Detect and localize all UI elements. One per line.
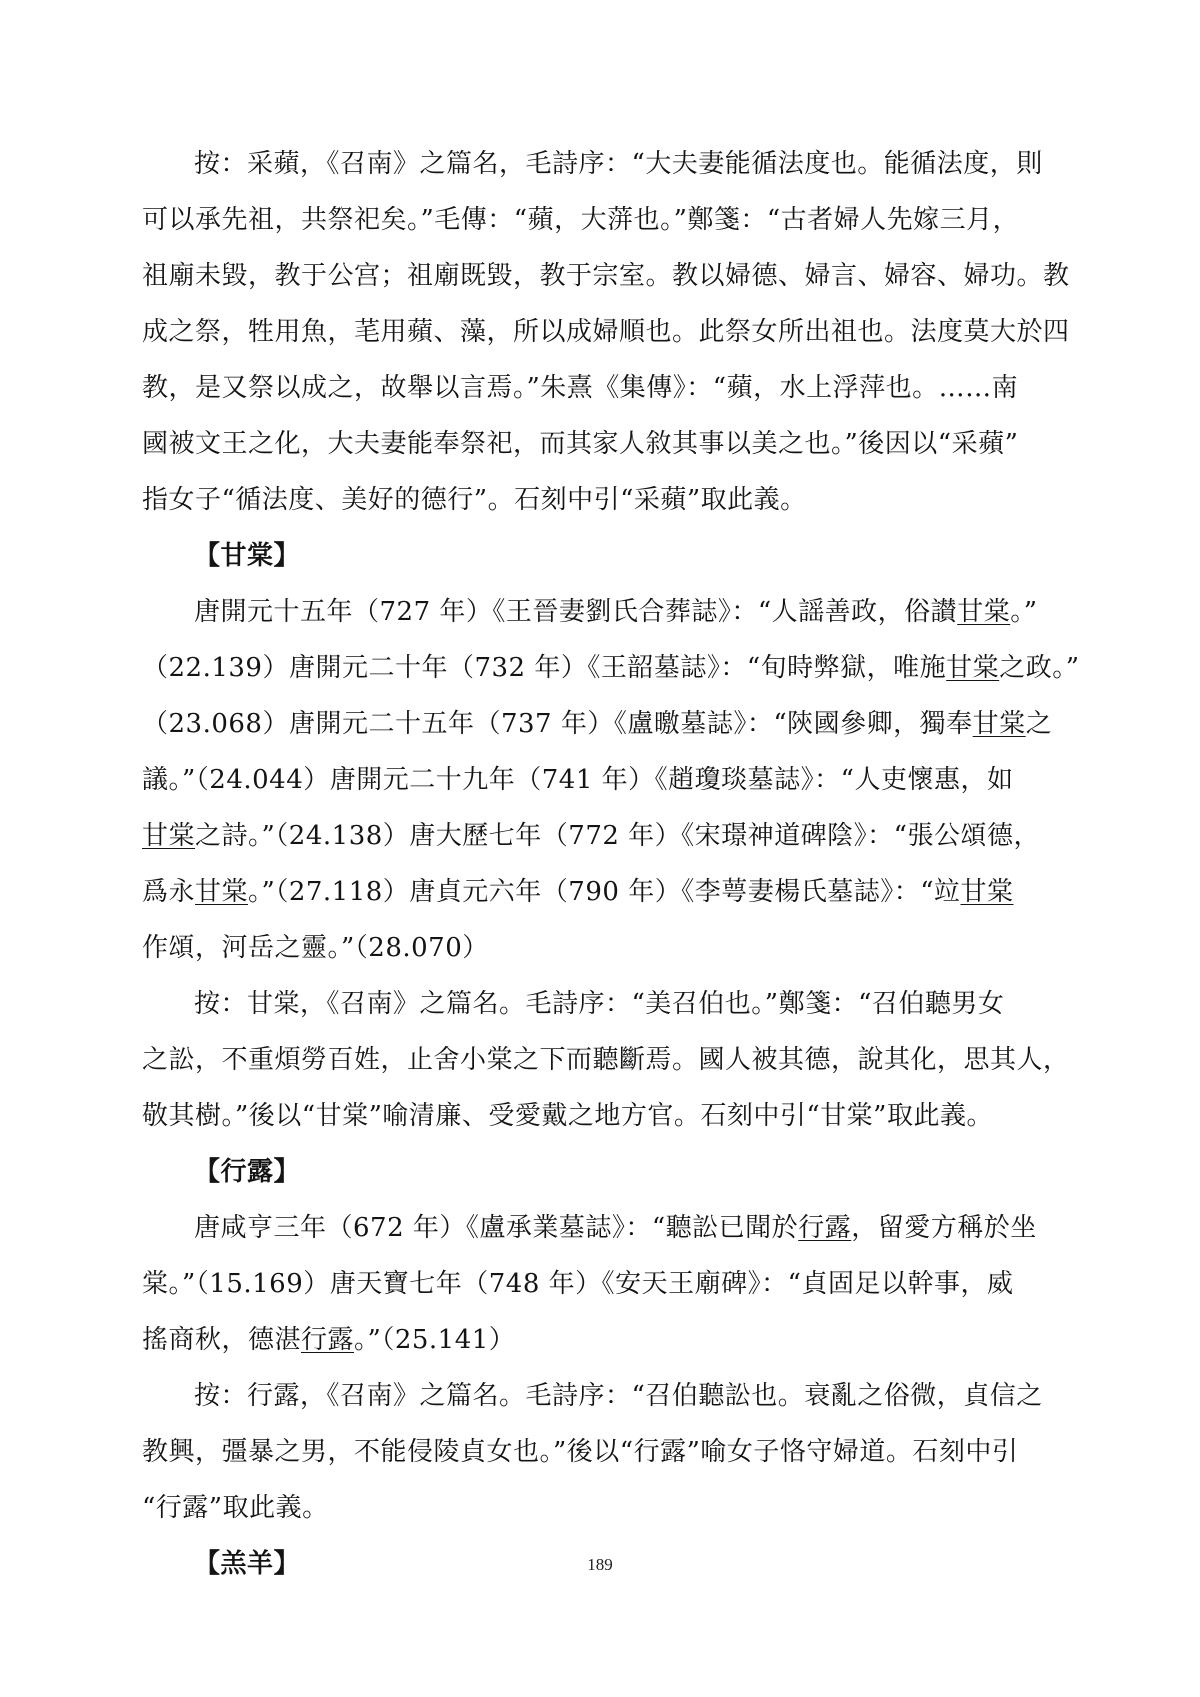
text-run: 之 — [1025, 709, 1053, 739]
text-line — [142, 696, 1053, 752]
text-run: “行露”取此義。 — [142, 1493, 329, 1523]
text-line — [142, 416, 1022, 472]
text-run: 唐開元十五年（727 年）《王晉妻劉氏合葬誌》：“人謡善政，俗讃 — [194, 597, 958, 627]
text-run: 敬其樹。”後以“甘棠”喻清廉、受愛戴之地方官。石刻中引“甘棠”取此義。 — [142, 1101, 993, 1131]
text-run: 作頌，河岳之靈。”（28.070） — [142, 933, 489, 963]
text-run: 按：采蘋，《召南》之篇名，毛詩序：“大夫妻能循法度也。能循法度，則 — [194, 149, 1043, 179]
text-run: 。” — [1010, 597, 1038, 627]
text-run: 爲永 — [142, 877, 196, 907]
text-run: 。”（27.118）唐貞元六年（790 年）《李萼妻楊氏墓誌》：“竝 — [248, 877, 961, 907]
text-run: 之訟，不重煩勞百姓，止舍小棠之下而聽斷焉。國人被其德，說其化，思其人， — [142, 1045, 1070, 1075]
text-run: 教興，彊暴之男，不能侵陵貞女也。”後以“行露”喻女子恪守婦道。石刻中引 — [142, 1437, 1019, 1467]
text-run: 。”（25.141） — [354, 1325, 516, 1355]
underlined-term: 甘棠 — [972, 709, 1026, 739]
text-line — [142, 584, 1038, 640]
text-run: 之詩。”（24.138）唐大歷七年（772 年）《宋璟神道碑陰》：“張公頌德， — [195, 821, 1040, 851]
text-line — [142, 1480, 1022, 1536]
text-run: 按：行露，《召南》之篇名。毛詩序：“召伯聽訟也。衰亂之俗微，貞信之 — [194, 1381, 1043, 1411]
commentary-paragraph — [142, 136, 1070, 528]
text-run: 按：甘棠，《召南》之篇名。毛詩序：“美召伯也。”鄭箋：“召伯聽男女 — [194, 989, 1005, 1019]
text-line — [142, 1256, 1022, 1312]
text-line — [142, 752, 1022, 808]
text-line — [142, 1088, 1022, 1144]
text-run: 祖廟未毀，教于公宫；祖廟既毀，教于宗室。教以婦德、婦言、婦容、婦功。教 — [142, 261, 1070, 291]
text-line — [142, 864, 1022, 920]
text-line — [142, 360, 1022, 416]
text-run: 搖商秋，德湛 — [142, 1325, 302, 1355]
citation-paragraph — [142, 584, 1080, 976]
citation-paragraph — [142, 1200, 1037, 1368]
text-run: 之政。” — [999, 653, 1080, 683]
underlined-term: 行露 — [301, 1325, 355, 1355]
underlined-term: 甘棠 — [946, 653, 1000, 683]
text-run: 棠。”（15.169）唐天寶七年（748 年）《安天王廟碑》：“貞固足以幹事，威 — [142, 1269, 1014, 1299]
text-run: 指女子“循法度、美好的德行”。石刻中引“采蘋”取此義。 — [142, 485, 807, 515]
text-run: 成之祭，牲用魚，芼用蘋、藻，所以成婦順也。此祭女所出祖也。法度莫大於四 — [142, 317, 1070, 347]
commentary-paragraph — [142, 976, 1070, 1144]
text-line — [142, 640, 1080, 696]
text-line — [142, 472, 1022, 528]
section-heading — [142, 1144, 1022, 1200]
text-line — [142, 304, 1070, 360]
text-run: 可以承先祖，共祭祀矣。”毛傳：“蘋，大蓱也。”鄭箋：“古者婦人先嫁三月， — [142, 205, 1020, 235]
text-line — [142, 136, 1043, 192]
text-line — [142, 1032, 1070, 1088]
text-line — [142, 920, 1022, 976]
underlined-term: 甘棠 — [195, 877, 249, 907]
page-number: 189 — [587, 1555, 613, 1574]
heading-text: 【甘棠】 — [194, 541, 301, 571]
text-run: 議。”（24.044）唐開元二十九年（741 年）《趙瓊琰墓誌》：“人吏懷惠，如 — [142, 765, 1014, 795]
heading-text: 【行露】 — [194, 1157, 301, 1187]
underlined-term: 甘棠 — [957, 597, 1011, 627]
underlined-term: 甘棠 — [960, 877, 1014, 907]
text-line — [142, 1368, 1043, 1424]
text-line — [142, 192, 1022, 248]
text-line — [142, 1200, 1037, 1256]
text-line — [142, 248, 1070, 304]
commentary-paragraph — [142, 1368, 1043, 1536]
text-run: 唐咸亨三年（672 年）《盧承業墓誌》：“聽訟已聞於 — [194, 1213, 799, 1243]
heading-text: 【羔羊】 — [194, 1549, 301, 1579]
text-run: ，留愛方稱於坐 — [851, 1213, 1037, 1243]
text-run: （23.068）唐開元二十五年（737 年）《盧曒墓誌》：“陝國參卿，獨奉 — [142, 709, 973, 739]
underlined-term: 甘棠 — [142, 821, 196, 851]
text-run: 國被文王之化，大夫妻能奉祭祀，而其家人敘其事以美之也。”後因以“采蘋” — [142, 429, 1019, 459]
text-line — [142, 976, 1022, 1032]
text-run: （22.139）唐開元二十年（732 年）《王韶墓誌》：“旬時弊獄，唯施 — [142, 653, 947, 683]
text-run: 教，是又祭以成之，故舉以言焉。”朱熹《集傳》：“蘋，水上浮萍也。……南 — [142, 373, 1019, 403]
text-line — [142, 1424, 1022, 1480]
underlined-term: 行露 — [798, 1213, 852, 1243]
text-line — [142, 1312, 1022, 1368]
section-heading — [142, 528, 1022, 584]
text-line — [142, 808, 1040, 864]
